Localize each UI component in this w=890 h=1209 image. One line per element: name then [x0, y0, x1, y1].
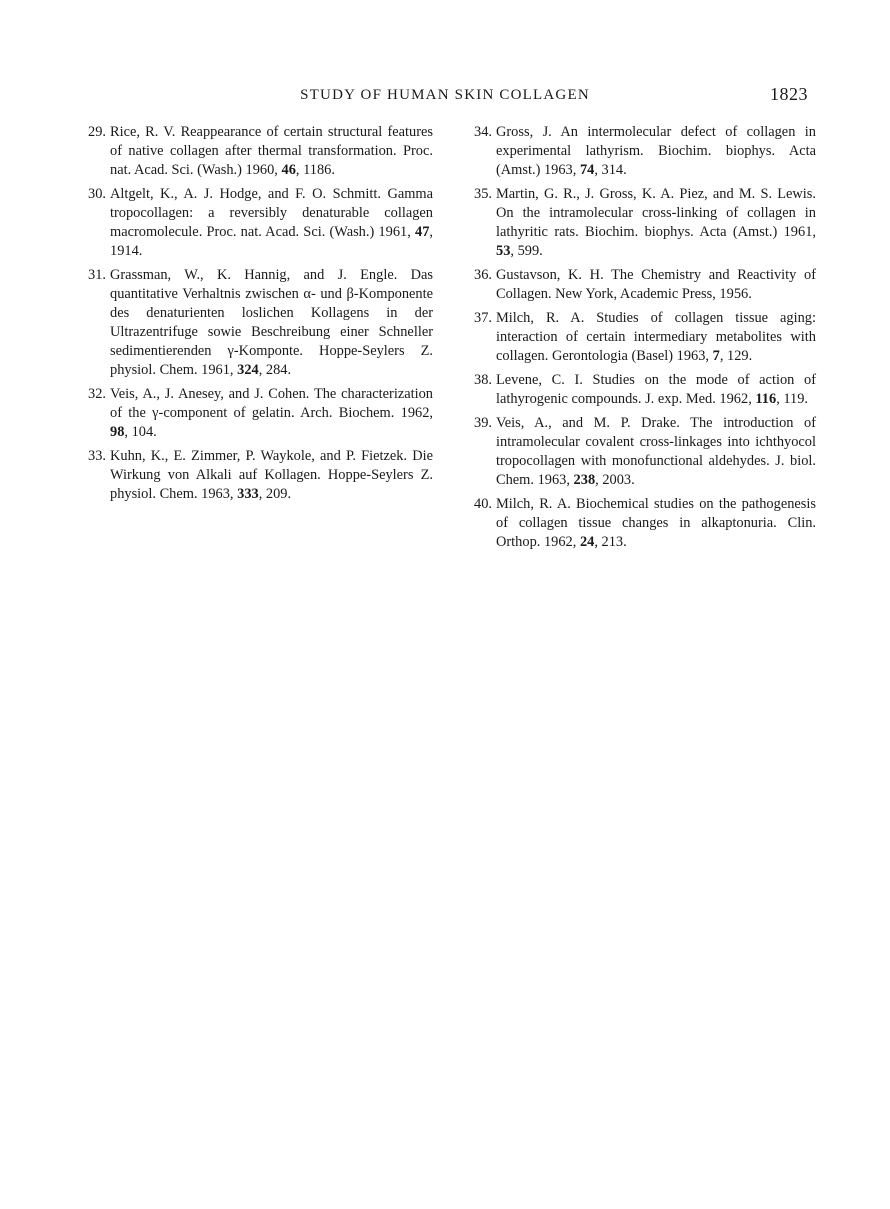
reference-volume: 74 [579, 162, 595, 178]
reference-volume: 98 [110, 424, 125, 440]
reference-number: 29. [88, 124, 106, 140]
reference-number: 33. [88, 448, 106, 464]
reference-text: Altgelt, K., A. J. Hodge, and F. O. Schmitt. Gamma tropocollagen: a reversibly denaturable collagen macromolecule. Proc. nat. Acad. Sci. (Wash.) 1961, [110, 186, 433, 240]
reference-text: Gross, J. An intermolecular defect of collagen in experimental lathyrism. Biochim. biophys. Acta (Amst.) 1963, [496, 124, 816, 178]
reference-text: Veis, A., J. Anesey, and J. Cohen. The characterization of the γ-component of gelatin. Arch. Biochem. 1962, [110, 386, 433, 421]
reference-volume: 333 [237, 486, 259, 502]
reference-volume: 47 [415, 224, 430, 240]
reference-number: 40. [474, 496, 492, 512]
reference-number: 32. [88, 386, 106, 402]
reference-pages: , 104. [124, 424, 157, 440]
reference-volume: 324 [237, 362, 259, 378]
reference-item [88, 123, 433, 180]
reference-volume: 116 [755, 391, 777, 407]
reference-volume: 238 [573, 472, 596, 488]
page-number: 1823 [770, 84, 808, 104]
reference-item [88, 385, 433, 442]
reference-item [474, 185, 816, 261]
reference-pages: , 314. [594, 162, 627, 178]
reference-pages: , 284. [258, 362, 292, 378]
reference-number: 35. [474, 186, 492, 202]
reference-pages: , 213. [594, 534, 627, 550]
reference-text: Milch, R. A. Studies of collagen tissue aging: interaction of certain intermediary metabolites with collagen. Gerontologia (Basel) 1963, [496, 310, 816, 364]
reference-text: Veis, A., and M. P. Drake. The introduction of intramolecular covalent cross-linkages into ichthyocol tropocollagen with monofunctional aldehydes. J. biol. Chem. 1963, [496, 415, 816, 488]
running-head: STUDY OF HUMAN SKIN COLLAGEN [300, 87, 590, 103]
reference-text: Grassman, W., K. Hannig, and J. Engle. Das quantitative Verhaltnis zwischen α- und β-Komponente des denaturienten loslichen Kollagens in der Ultrazentrifuge sowie Beschreibung einer Schneller sedimentierenden γ-Komponte. Hoppe-Seylers Z. physiol. Chem. 1961, [110, 267, 433, 378]
reference-item [474, 309, 816, 366]
reference-pages: , 119. [776, 391, 809, 407]
reference-item [88, 266, 433, 380]
reference-pages: , 1914. [110, 224, 433, 259]
reference-text: Gustavson, K. H. The Chemistry and Reactivity of Collagen. New York, Academic Press, 1956. [496, 267, 816, 302]
reference-item [474, 266, 816, 304]
reference-number: 38. [474, 372, 492, 388]
reference-item [474, 414, 816, 490]
reference-item [88, 447, 433, 504]
reference-volume: 7 [712, 348, 720, 364]
reference-pages: , 209. [258, 486, 292, 502]
reference-number: 30. [88, 186, 106, 202]
reference-pages: , 2003. [595, 472, 635, 488]
reference-number: 39. [474, 415, 492, 431]
reference-item [474, 371, 816, 409]
reference-text: Milch, R. A. Biochemical studies on the pathogenesis of collagen tissue changes in alkaptonuria. Clin. Orthop. 1962, [496, 496, 816, 550]
reference-item [474, 123, 816, 180]
reference-number: 34. [474, 124, 492, 140]
reference-item [88, 185, 433, 261]
reference-volume: 53 [496, 243, 511, 259]
reference-volume: 46 [281, 162, 296, 178]
references-column-right [474, 123, 816, 557]
reference-text: Levene, C. I. Studies on the mode of action of lathyrogenic compounds. J. exp. Med. 1962, [496, 372, 816, 407]
reference-number: 37. [474, 310, 492, 326]
reference-pages: , 1186. [295, 162, 335, 178]
references-column-left [88, 123, 433, 509]
reference-volume: 24 [579, 534, 595, 550]
reference-number: 36. [474, 267, 492, 283]
reference-text: Rice, R. V. Reappearance of certain structural features of native collagen after thermal transformation. Proc. nat. Acad. Sci. (Wash.) 1960, [110, 124, 433, 178]
reference-text: Martin, G. R., J. Gross, K. A. Piez, and M. S. Lewis. On the intramolecular cross-linking of collagen in lathyritic rats. Biochim. biophys. Acta (Amst.) 1961, [496, 186, 816, 240]
reference-text: Kuhn, K., E. Zimmer, P. Waykole, and P. Fietzek. Die Wirkung von Alkali auf Kollagen. Hoppe-Seylers Z. physiol. Chem. 1963, [110, 448, 433, 502]
reference-item [474, 495, 816, 552]
reference-pages: , 129. [719, 348, 753, 364]
reference-number: 31. [88, 267, 106, 283]
reference-pages: , 599. [510, 243, 543, 259]
